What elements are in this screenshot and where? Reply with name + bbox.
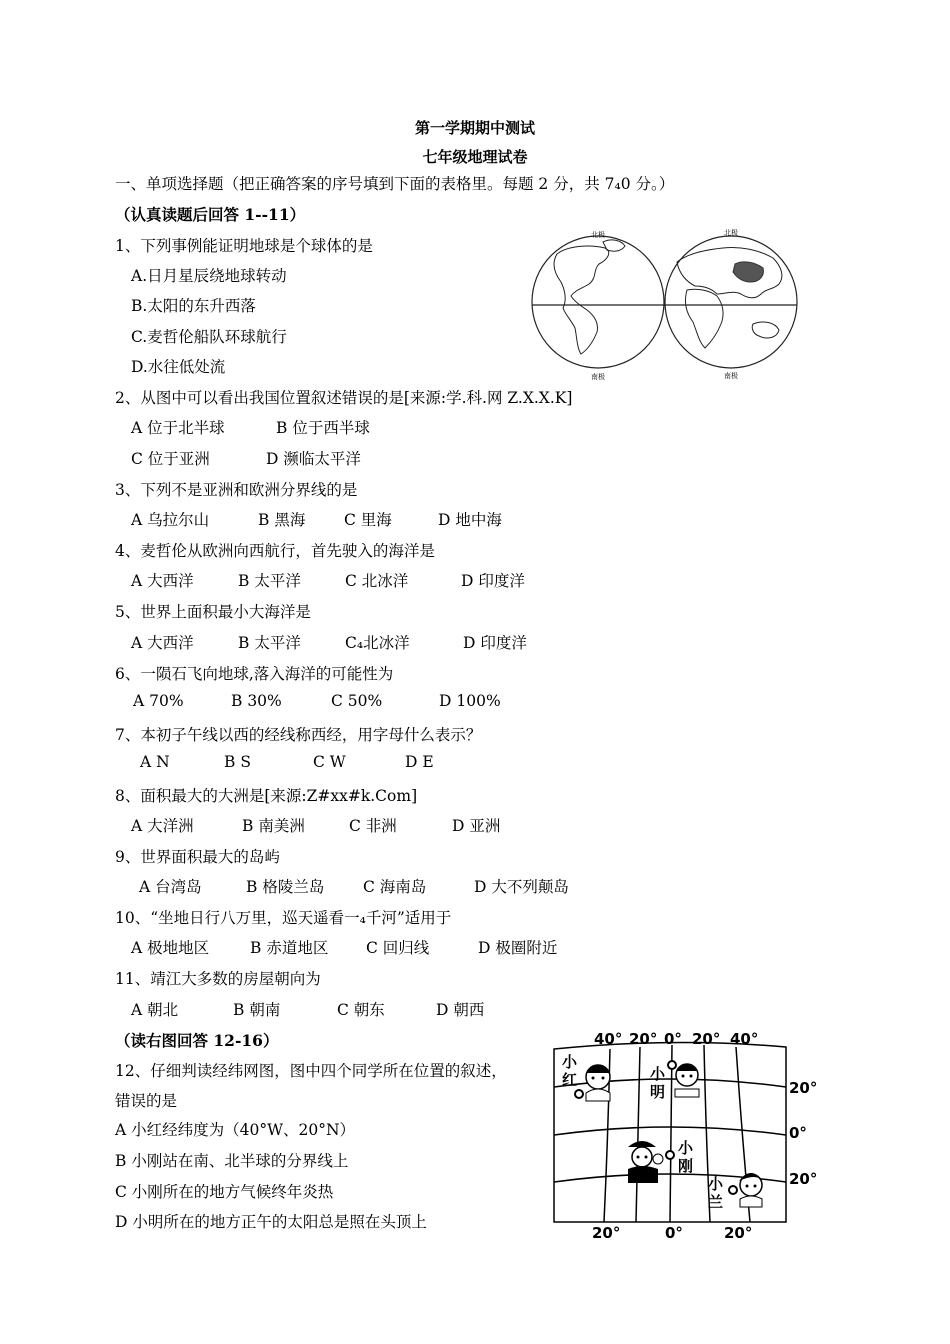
q7-option-c: C W bbox=[313, 753, 346, 771]
name-xiaogang-1: 小 bbox=[678, 1139, 694, 1157]
q7-option-d: D E bbox=[405, 753, 434, 771]
question-9: 9、世界面积最大的岛屿 bbox=[115, 848, 280, 866]
section-heading: 一、单项选择题（把正确答案的序号填到下面的表格里。每题 2 分，共 7₄0 分。） bbox=[115, 175, 675, 193]
q12-option-d: D 小明所在的地方正午的太阳总是照在头顶上 bbox=[115, 1213, 427, 1231]
q8-option-b: B 南美洲 bbox=[242, 817, 305, 835]
marker-xiaogang bbox=[666, 1151, 674, 1159]
meridian-20w bbox=[636, 1047, 640, 1222]
q9-option-d: D 大不列颠岛 bbox=[474, 878, 569, 896]
name-xiaoming-2: 明 bbox=[650, 1083, 666, 1101]
q11-option-c: C 朝东 bbox=[337, 1001, 385, 1019]
right-label-2: 0° bbox=[789, 1124, 807, 1142]
q12-option-c: C 小刚所在的地方气候终年炎热 bbox=[115, 1183, 334, 1201]
bottom-label-3: 20° bbox=[724, 1224, 753, 1242]
q4-option-a: A 大西洋 bbox=[131, 572, 194, 590]
question-5: 5、世界上面积最小大海洋是 bbox=[115, 603, 311, 621]
q3-option-d: D 地中海 bbox=[438, 511, 502, 529]
reading-note-1: （认真读题后回答 1--11） bbox=[115, 205, 306, 224]
name-xiaoming-1: 小 bbox=[650, 1065, 666, 1083]
q3-option-c: C 里海 bbox=[344, 511, 392, 529]
q10-option-d: D 极圈附近 bbox=[478, 939, 558, 957]
name-xiaohong-2: 红 bbox=[562, 1071, 578, 1089]
q11-option-b: B 朝南 bbox=[233, 1001, 281, 1019]
hemisphere-map bbox=[527, 224, 802, 380]
q9-option-b: B 格陵兰岛 bbox=[246, 878, 325, 896]
student-xiaogang bbox=[628, 1141, 663, 1183]
question-11: 11、靖江大多数的房屋朝向为 bbox=[115, 970, 321, 988]
hemisphere-south-label-left: 南极 bbox=[591, 373, 605, 380]
q6-option-b: B 30% bbox=[231, 692, 282, 710]
q2-option-b: B 位于西半球 bbox=[276, 419, 370, 437]
bottom-label-1: 20° bbox=[592, 1224, 621, 1242]
top-label-5: 40° bbox=[730, 1030, 759, 1048]
q1-option-b: B.太阳的东升西落 bbox=[131, 297, 256, 315]
q12-option-b: B 小刚站在南、北半球的分界线上 bbox=[115, 1152, 349, 1170]
q2-option-d: D 濒临太平洋 bbox=[266, 450, 361, 468]
q4-option-b: B 太平洋 bbox=[238, 572, 301, 590]
right-label-3: 20° bbox=[789, 1170, 818, 1188]
q4-option-c: C 北冰洋 bbox=[345, 572, 409, 590]
exam-title: 第一学期期中测试 bbox=[414, 119, 535, 137]
bottom-label-2: 0° bbox=[665, 1224, 683, 1242]
name-xiaolan-1: 小 bbox=[708, 1175, 724, 1193]
question-8: 8、面积最大的大洲是[来源:Z#xx#k.Com] bbox=[115, 787, 418, 805]
q11-option-d: D 朝西 bbox=[436, 1001, 485, 1019]
q7-option-a: A N bbox=[140, 753, 170, 771]
reading-note-2: （读右图回答 12-16） bbox=[115, 1031, 279, 1050]
q3-option-a: A 乌拉尔山 bbox=[131, 511, 210, 529]
marker-xiaolan bbox=[729, 1186, 737, 1194]
top-label-1: 40° bbox=[594, 1030, 623, 1048]
equator bbox=[554, 1127, 786, 1135]
question-4: 4、麦哲伦从欧洲向西航行，首先驶入的海洋是 bbox=[115, 542, 435, 560]
marker-xiaohong bbox=[575, 1090, 583, 1098]
exam-subtitle: 七年级地理试卷 bbox=[422, 148, 528, 166]
q2-option-c: C 位于亚洲 bbox=[131, 450, 210, 468]
q6-option-d: D 100% bbox=[439, 692, 501, 710]
name-xiaogang-2: 刚 bbox=[678, 1157, 694, 1175]
q3-option-b: B 黑海 bbox=[258, 511, 306, 529]
q1-option-d: D.水往低处流 bbox=[131, 358, 226, 376]
top-label-2: 20° bbox=[629, 1030, 658, 1048]
prime-meridian bbox=[670, 1045, 672, 1222]
student-xiaohong bbox=[586, 1065, 610, 1101]
q9-option-a: A 台湾岛 bbox=[139, 878, 202, 896]
q5-option-a: A 大西洋 bbox=[131, 634, 194, 652]
question-2: 2、从图中可以看出我国位置叙述错误的是[来源:学.科.网 Z.X.X.K] bbox=[115, 389, 573, 407]
q5-option-b: B 太平洋 bbox=[238, 634, 301, 652]
q4-option-d: D 印度洋 bbox=[461, 572, 525, 590]
hemisphere-north-label-left: 北极 bbox=[591, 231, 605, 239]
q7-option-b: B S bbox=[224, 753, 251, 771]
q2-option-a: A 位于北半球 bbox=[131, 419, 225, 437]
q11-option-a: A 朝北 bbox=[131, 1001, 179, 1019]
q8-option-d: D 亚洲 bbox=[452, 817, 501, 835]
china-region bbox=[733, 262, 763, 282]
name-xiaohong-1: 小 bbox=[562, 1053, 578, 1071]
marker-xiaoming bbox=[668, 1061, 676, 1069]
q10-option-c: C 回归线 bbox=[366, 939, 430, 957]
hemisphere-south-label-right: 南极 bbox=[724, 372, 738, 380]
q8-option-a: A 大洋洲 bbox=[131, 817, 194, 835]
question-12-line1: 12、仔细判读经纬网图，图中四个同学所在位置的叙述， bbox=[115, 1062, 507, 1080]
q9-option-c: C 海南岛 bbox=[363, 878, 427, 896]
student-xiaolan bbox=[739, 1173, 763, 1207]
question-12-line2: 错误的是 bbox=[115, 1092, 178, 1110]
q1-option-a: A.日月星辰绕地球转动 bbox=[131, 267, 287, 285]
q5-option-d: D 印度洋 bbox=[463, 634, 527, 652]
q6-option-a: A 70% bbox=[133, 692, 184, 710]
q10-option-a: A 极地地区 bbox=[131, 939, 210, 957]
top-label-3: 0° bbox=[664, 1030, 682, 1048]
top-label-4: 20° bbox=[692, 1030, 721, 1048]
question-1: 1、下列事例能证明地球是个球体的是 bbox=[115, 237, 373, 255]
latlong-grid-map bbox=[548, 1027, 826, 1247]
q1-option-c: C.麦哲伦船队环球航行 bbox=[131, 328, 287, 346]
question-10: 10、“坐地日行八万里，巡天遥看一₄千河”适用于 bbox=[115, 909, 452, 927]
q8-option-c: C 非洲 bbox=[349, 817, 397, 835]
question-3: 3、下列不是亚洲和欧洲分界线的是 bbox=[115, 481, 358, 499]
question-6: 6、一陨石飞向地球,落入海洋的可能性为 bbox=[115, 665, 394, 683]
q10-option-b: B 赤道地区 bbox=[250, 939, 329, 957]
name-xiaolan-2: 兰 bbox=[708, 1193, 724, 1211]
q6-option-c: C 50% bbox=[331, 692, 383, 710]
q5-option-c: C₄北冰洋 bbox=[345, 634, 410, 652]
hemisphere-north-label-right: 北极 bbox=[724, 229, 738, 237]
question-7: 7、本初子午线以西的经线称西经，用字母什么表示？ bbox=[115, 726, 482, 744]
student-xiaoming bbox=[675, 1064, 699, 1097]
right-label-1: 20° bbox=[789, 1079, 818, 1097]
q12-option-a: A 小红经纬度为（40°W、20°N） bbox=[115, 1121, 356, 1139]
